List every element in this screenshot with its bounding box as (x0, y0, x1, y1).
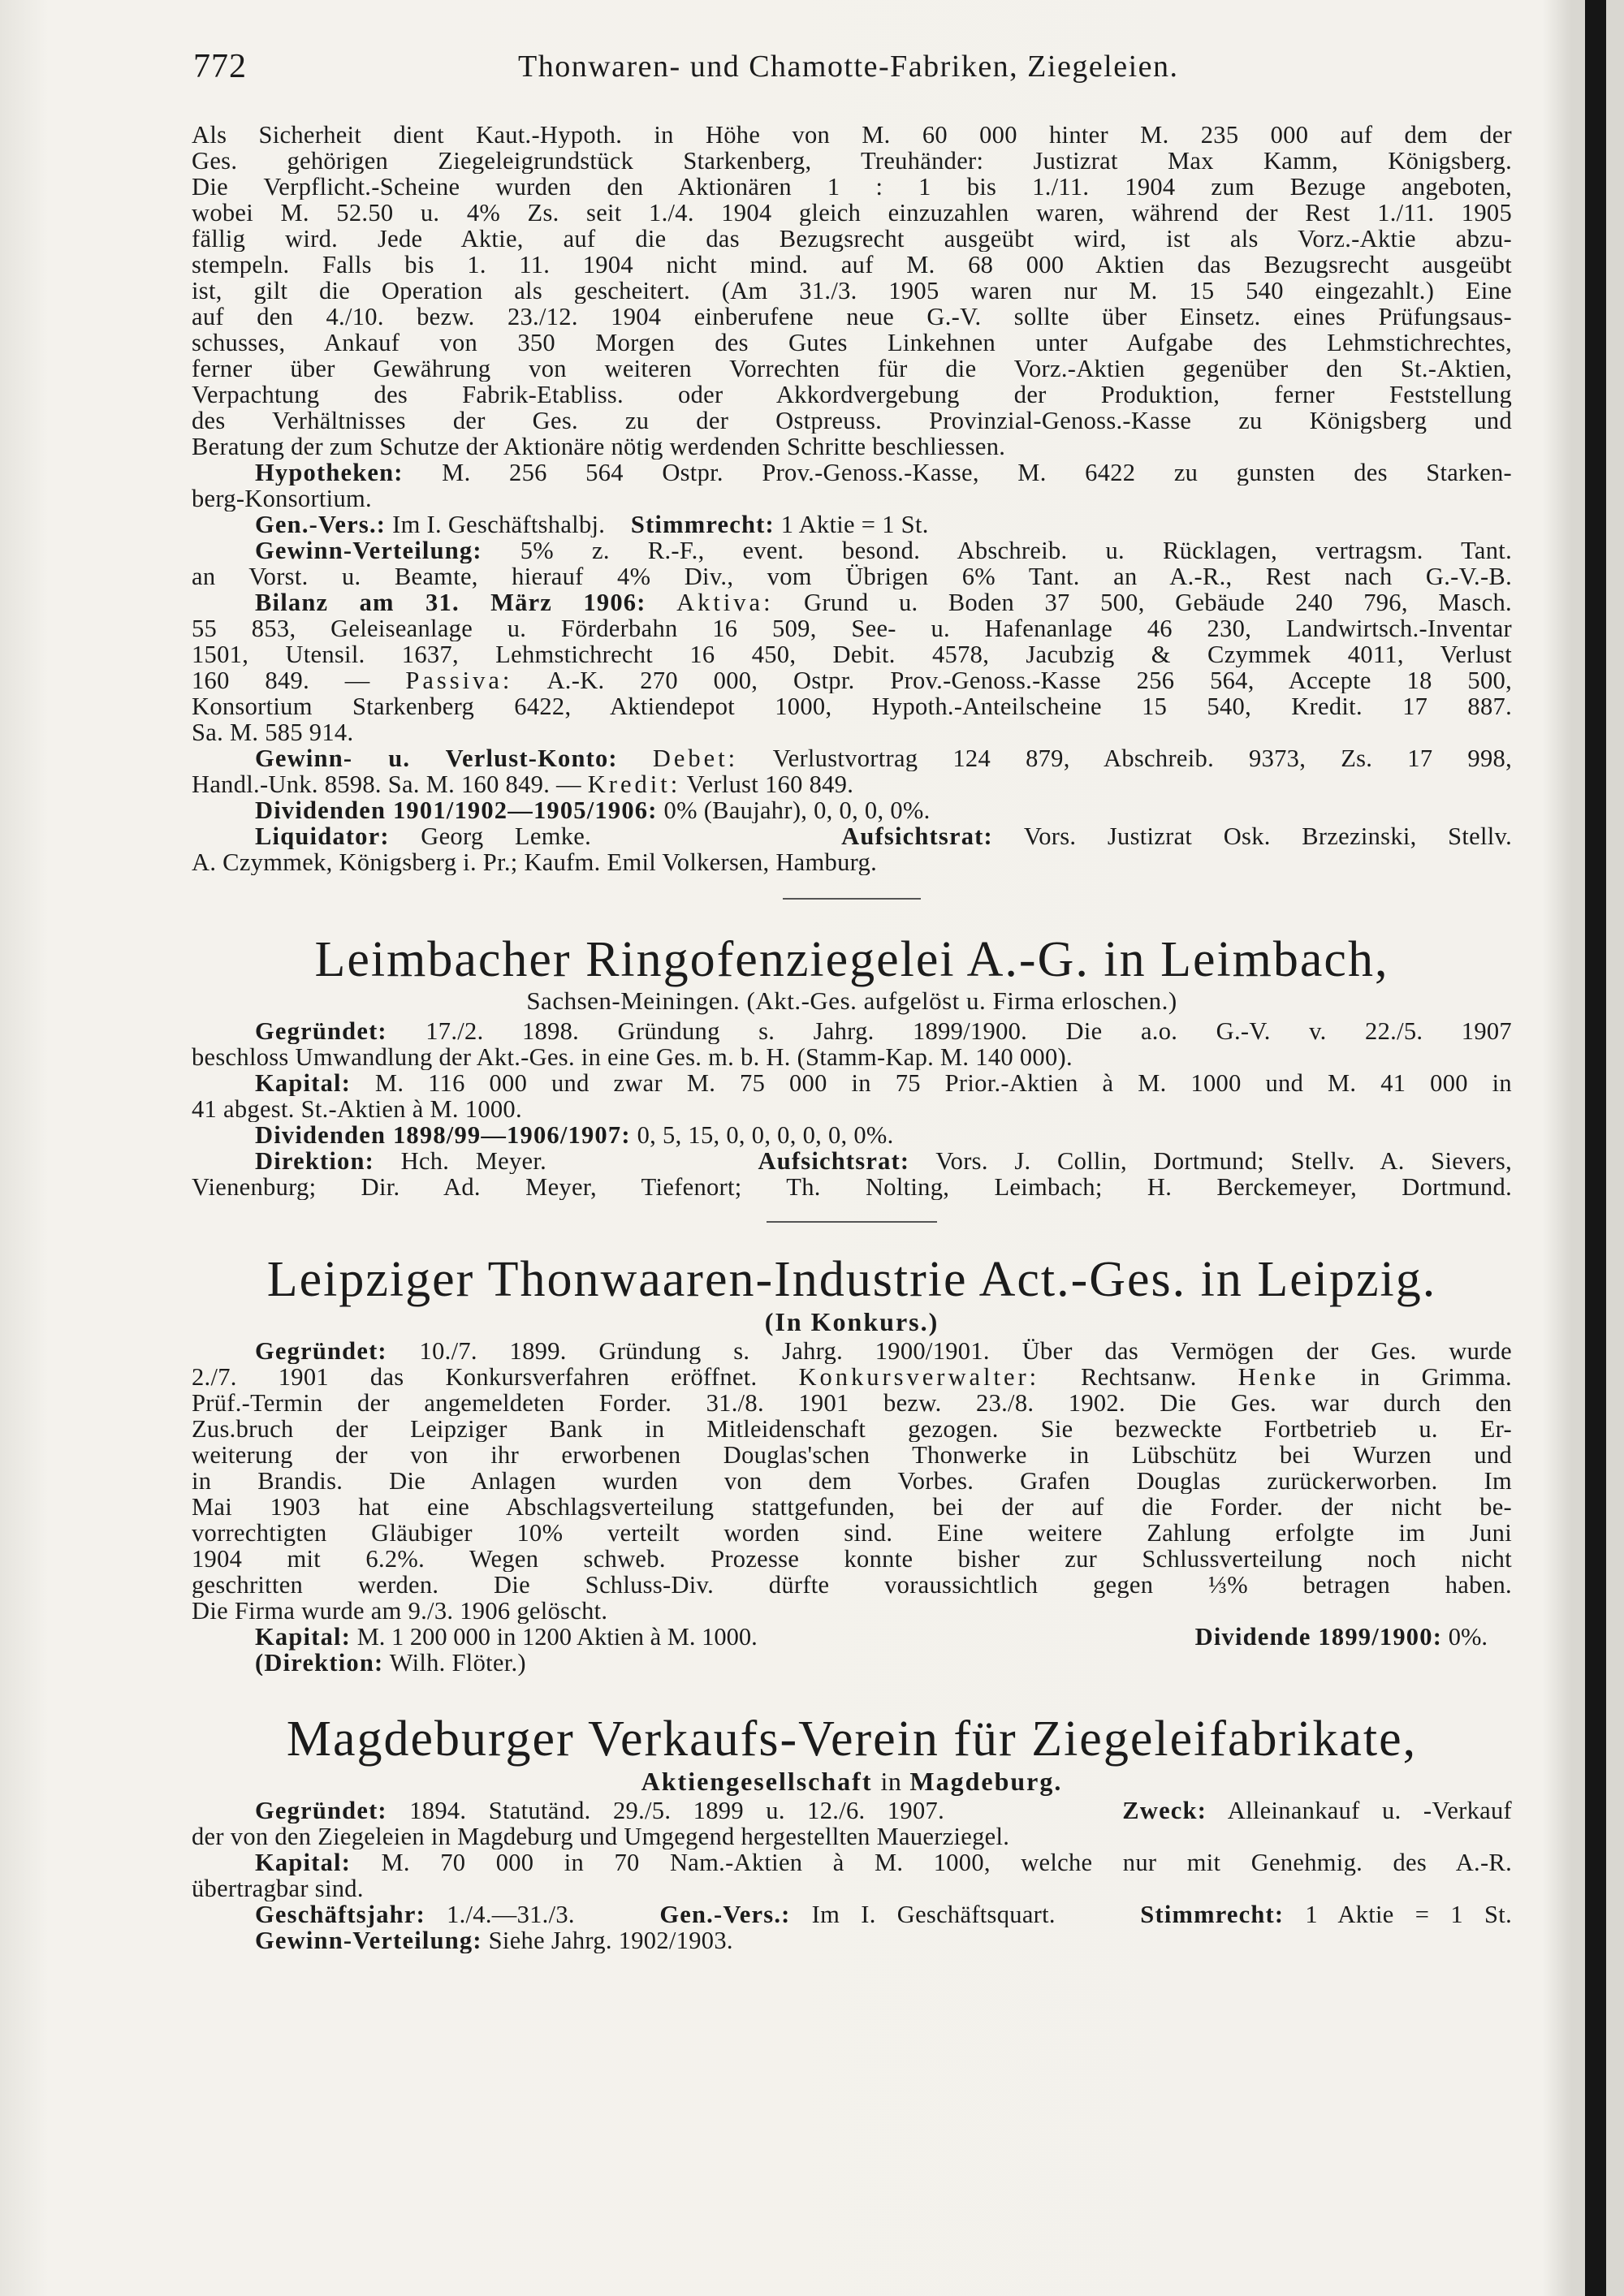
aktiva-label: Aktiva: (676, 589, 774, 615)
kapital-label: Kapital: (255, 1849, 352, 1875)
dividende-text: 0%. (1448, 1623, 1488, 1651)
company-title: Magdeburger Verkaufs-Verein für Ziegeleifabrikate, (286, 1711, 1418, 1767)
bilanz-passiva-line (192, 667, 1512, 693)
bilanz-text: 160 849. — (192, 667, 370, 693)
guv-line (192, 745, 1512, 771)
kapital-label: Kapital: (255, 1623, 352, 1651)
text-line: 1501, Utensil. 1637, Lehmstichrecht 16 450, Debit. 4578, Jacubzig & Czymmek 4011, Verlust (192, 641, 1512, 667)
text-line: Zus.bruch der Leipziger Bank in Mitleidenschaft gezogen. Sie bezweckte Fortbetrieb u. Er- (192, 1416, 1512, 1442)
text-line: übertragbar sind. (192, 1875, 364, 1901)
gewinn-line (192, 1927, 1512, 1953)
subtitle-part: Magdeburg. (909, 1767, 1063, 1796)
dividenden-line (192, 1122, 1512, 1148)
text-line: berg-Konsortium. (192, 486, 372, 511)
text-line: des Verhältnisses der Ges. zu der Ostpreuss. Provinzial-Genoss.-Kasse zu Königsberg und (192, 408, 1512, 434)
entry-continuation (192, 122, 1512, 875)
guv-text: Handl.-Unk. 8598. Sa. M. 160 849. — (192, 771, 581, 797)
gegruendet-line (192, 1338, 1512, 1364)
hypotheken-text: M. 256 564 Ostpr. Prov.-Genoss.-Kasse, M. 6422 zu gunsten des Starken- (442, 460, 1512, 486)
text-line: der von den Ziegeleien in Magdeburg und Umgegend hergestellten Mauerziegel. (192, 1823, 1010, 1849)
gewinn-label: Gewinn-Verteilung: (255, 1927, 482, 1953)
text-line: stempeln. Falls bis 1. 11. 1904 nicht mind. auf M. 68 000 Aktien das Bezugsrecht ausgeübt (192, 252, 1512, 278)
geschaeftsjahr-text: 1./4.—31./3. (447, 1901, 575, 1927)
company-subtitle: (In Konkurs.) (764, 1307, 939, 1336)
kapital-text: M. 1 200 000 in 1200 Aktien à M. 1000. (356, 1623, 758, 1651)
running-head: Thonwaren- und Chamotte-Fabriken, Ziegeleien. (518, 50, 1179, 84)
genvers-label: Gen.-Vers.: (255, 511, 387, 537)
company-subtitle: Sachsen-Meiningen. (Akt.-Ges. aufgelöst u. Firma erloschen.) (526, 986, 1177, 1015)
kapital-label: Kapital: (255, 1070, 352, 1096)
liquidator-line (192, 823, 1512, 849)
konkurs-text: in Grimma. (1360, 1364, 1512, 1390)
konkurs-name: Henke (1237, 1364, 1320, 1390)
text-line: Die Firma wurde am 9./3. 1906 gelöscht. (192, 1598, 608, 1624)
aufsichtsrat-label: Aufsichtsrat: (841, 823, 993, 849)
bilanz-label: Bilanz am 31. März 1906: (255, 589, 646, 615)
gegruendet-label: Gegründet: (255, 1798, 387, 1823)
subtitle-part: in (880, 1767, 902, 1796)
text-line: geschritten werden. Die Schluss-Div. dürfte voraussichtlich gegen ⅓% betragen haben. (192, 1572, 1512, 1598)
gegruendet-label: Gegründet: (255, 1018, 387, 1044)
text-line: vorrechtigten Gläubiger 10% verteilt worden sind. Eine weitere Zahlung erfolgte im Juni (192, 1520, 1512, 1546)
text-line: Als Sicherheit dient Kaut.-Hypoth. in Höhe von M. 60 000 hinter M. 235 000 auf dem der (192, 122, 1512, 148)
entry-magdeburger (192, 1711, 1512, 1953)
text-line: an Vorst. u. Beamte, hierauf 4% Div., vom Übrigen 6% Tant. an A.-R., Rest nach G.-V.-B. (192, 563, 1512, 589)
text-line: auf den 4./10. bezw. 23./12. 1904 einberufene neue G.-V. sollte über Einsetz. eines Prüfungsaus- (192, 304, 1512, 330)
kapital-line (192, 1624, 758, 1650)
stimmrecht-label: Stimmrecht: (1140, 1901, 1285, 1927)
section-divider (767, 1221, 937, 1223)
text-line: Beratung der zum Schutze der Aktionäre nötig werdenden Schritte beschliessen. (192, 434, 1006, 460)
gegruendet-text: 17./2. 1898. Gründung s. Jahrg. 1899/1900. Die a.o. G.-V. v. 22./5. 1907 (425, 1018, 1512, 1044)
guv-label: Gewinn- u. Verlust-Konto: (255, 745, 618, 771)
page-header (193, 47, 1509, 88)
company-title: Leimbacher Ringofenziegelei A.-G. in Leimbach, (314, 932, 1389, 987)
geschaeftsjahr-line (192, 1901, 1512, 1927)
spacer (192, 1676, 1512, 1711)
direktion-label: Direktion: (255, 1148, 374, 1174)
guv-text: Verlustvortrag 124 879, Abschreib. 9373, Zs. 17 998, (772, 745, 1512, 771)
text-line: Die Verpflicht.-Scheine wurden den Aktionären 1 : 1 bis 1./11. 1904 zum Bezuge angeboten, (192, 174, 1512, 200)
gewinn-text: 5% z. R.-F., event. besond. Abschreib. u. Rücklagen, vertragsm. Tant. (520, 537, 1512, 563)
konkurs-text: 2./7. 1901 das Konkursverfahren eröffnet. (192, 1364, 758, 1390)
text-line: Sa. M. 585 914. (192, 719, 354, 745)
text-line: fällig wird. Jede Aktie, auf die das Bezugsrecht ausgeübt wird, ist als Vorz.-Aktie abzu- (192, 226, 1512, 252)
company-title: Leipziger Thonwaaren-Industrie Act.-Ges. in Leipzig. (266, 1252, 1437, 1307)
konkursverwalter-label: Konkursverwalter: (798, 1364, 1040, 1390)
text-line: in Brandis. Die Anlagen wurden von dem Vorbes. Grafen Douglas zurückerworben. Im (192, 1468, 1512, 1494)
debet-label: Debet: (652, 745, 739, 771)
kapital-text: M. 116 000 und zwar M. 75 000 in 75 Prior.-Aktien à M. 1000 und M. 41 000 in (374, 1070, 1512, 1096)
kapital-line (192, 1070, 1512, 1096)
kapital-dividende-row (192, 1624, 1512, 1650)
company-subtitle (192, 1767, 1512, 1796)
text-line: Verpachtung des Fabrik-Etabliss. oder Akkordvergebung der Produktion, ferner Feststellung (192, 382, 1512, 408)
direktion-line (192, 1148, 1512, 1174)
gegruendet-text: 1894. Statutänd. 29./5. 1899 u. 12./6. 1907. (409, 1798, 944, 1823)
guv-text: Verlust 160 849. (686, 771, 854, 797)
zweck-label: Zweck: (1122, 1798, 1207, 1823)
subtitle-part: Aktiengesellschaft (641, 1767, 873, 1796)
direktion-text: Hch. Meyer. (400, 1148, 547, 1174)
gewinn-text: Siehe Jahrg. 1902/1903. (488, 1927, 733, 1953)
dividenden-label: Dividenden 1898/99—1906/1907: (255, 1122, 631, 1148)
bilanz-text: Grund u. Boden 37 500, Gebäude 240 796, Masch. (804, 589, 1512, 615)
stimmrecht-label: Stimmrecht: (630, 511, 775, 537)
text-line: Konsortium Starkenberg 6422, Aktiendepot 1000, Hypoth.-Anteilscheine 15 540, Kredit. 17 887. (192, 693, 1512, 719)
text-line: Mai 1903 hat eine Abschlagsverteilung stattgefunden, bei der auf die Forder. der nicht be- (192, 1494, 1512, 1520)
text-line: 55 853, Geleiseanlage u. Förderbahn 16 509, See- u. Hafenanlage 46 230, Landwirtsch.-Inventar (192, 615, 1512, 641)
geschaeftsjahr-label: Geschäftsjahr: (255, 1901, 425, 1927)
text-line: Prüf.-Termin der angemeldeten Forder. 31./8. 1901 bezw. 23./8. 1902. Die Ges. war durch den (192, 1390, 1512, 1416)
section-divider (783, 898, 921, 900)
text-line: 1904 mit 6.2%. Wegen schweb. Prozesse konnte bisher zur Schlussverteilung noch nicht (192, 1546, 1512, 1572)
genvers-line (192, 511, 1512, 537)
dividenden-line (192, 797, 1512, 823)
konkurs-text: Rechtsanw. (1081, 1364, 1197, 1390)
zweck-text: Alleinankauf u. -Verkauf (1227, 1798, 1512, 1823)
genvers-label: Gen.-Vers.: (659, 1901, 791, 1927)
guv-kredit-line (192, 771, 1512, 797)
text-line: wobei M. 52.50 u. 4% Zs. seit 1./4. 1904 gleich einzuzahlen waren, während der Rest 1./11. 1905 (192, 200, 1512, 226)
text-line: ist, gilt die Operation als gescheitert. (Am 31./3. 1905 waren nur M. 15 540 eingezahlt.) Eine (192, 278, 1512, 304)
gewinn-line (192, 537, 1512, 563)
genvers-text: Im I. Geschäftsquart. (811, 1901, 1056, 1927)
gegruendet-text: 10./7. 1899. Gründung s. Jahrg. 1900/1901. Über das Vermögen der Ges. wurde (419, 1338, 1512, 1364)
text-line: A. Czymmek, Königsberg i. Pr.; Kaufm. Emil Volkersen, Hamburg. (192, 849, 878, 875)
text-line: Ges. gehörigen Ziegeleigrundstück Starkenberg, Treuhänder: Justizrat Max Kamm, Königsberg. (192, 148, 1512, 174)
text-line: 41 abgest. St.-Aktien à M. 1000. (192, 1096, 522, 1122)
stimmrecht-text: 1 Aktie = 1 St. (780, 511, 929, 537)
dividenden-text: 0% (Baujahr), 0, 0, 0, 0%. (663, 797, 931, 823)
kapital-line (192, 1849, 1512, 1875)
dividende-label: Dividende 1899/1900: (1194, 1623, 1443, 1651)
page-content (192, 122, 1512, 1953)
gegruendet-line (192, 1798, 1512, 1823)
aufsichtsrat-text: Vors. Justizrat Osk. Brzezinski, Stellv. (1023, 823, 1512, 849)
text-line: ferner über Gewährung von weiteren Vorrechten für die Vorz.-Aktien gegenüber den St.-Aktien, (192, 356, 1512, 382)
text-line: schusses, Ankauf von 350 Morgen des Gutes Linkehnen unter Aufgabe des Lehmstichrechtes, (192, 330, 1512, 356)
dividende-line (1195, 1624, 1512, 1650)
kapital-text: M. 70 000 in 70 Nam.-Aktien à M. 1000, welche nur mit Genehmig. des A.-R. (381, 1849, 1512, 1875)
page-number: 772 (193, 48, 247, 85)
stimmrecht-text: 1 Aktie = 1 St. (1305, 1901, 1512, 1927)
kredit-label: Kredit: (587, 771, 681, 797)
direktion-line (192, 1650, 1512, 1676)
dividenden-text: 0, 5, 15, 0, 0, 0, 0, 0, 0%. (637, 1122, 894, 1148)
hypotheken-line (192, 460, 1512, 486)
liquidator-label: Liquidator: (255, 823, 390, 849)
entry-leimbacher (192, 932, 1512, 1200)
text-line: beschloss Umwandlung der Akt.-Ges. in eine Ges. m. b. H. (Stamm-Kap. M. 140 000). (192, 1044, 1073, 1070)
gewinn-label: Gewinn-Verteilung: (255, 537, 482, 563)
aufsichtsrat-text: Vors. J. Collin, Dortmund; Stellv. A. Sievers, (935, 1148, 1512, 1174)
genvers-text: Im I. Geschäftshalbj. (392, 511, 606, 537)
bilanz-text: A.-K. 270 000, Ostpr. Prov.-Genoss.-Kasse 256 564, Accepte 18 500, (546, 667, 1512, 693)
konkurs-line (192, 1364, 1512, 1390)
liquidator-text: Georg Lemke. (421, 823, 592, 849)
bilanz-line (192, 589, 1512, 615)
aufsichtsrat-label: Aufsichtsrat: (758, 1148, 910, 1174)
gegruendet-label: Gegründet: (255, 1338, 387, 1364)
text-line: Vienenburg; Dir. Ad. Meyer, Tiefenort; Th. Nolting, Leimbach; H. Berckemeyer, Dortmund. (192, 1174, 1512, 1200)
text-line: weiterung der von ihr erworbenen Douglas'schen Thonwerke in Lübschütz bei Wurzen und (192, 1442, 1512, 1468)
entry-leipziger (192, 1252, 1512, 1676)
hypotheken-label: Hypotheken: (255, 460, 404, 486)
direktion-label: (Direktion: (255, 1650, 384, 1676)
gegruendet-line (192, 1018, 1512, 1044)
direktion-text: Wilh. Flöter.) (389, 1650, 526, 1676)
dividenden-label: Dividenden 1901/1902—1905/1906: (255, 797, 658, 823)
passiva-label: Passiva: (405, 667, 513, 693)
